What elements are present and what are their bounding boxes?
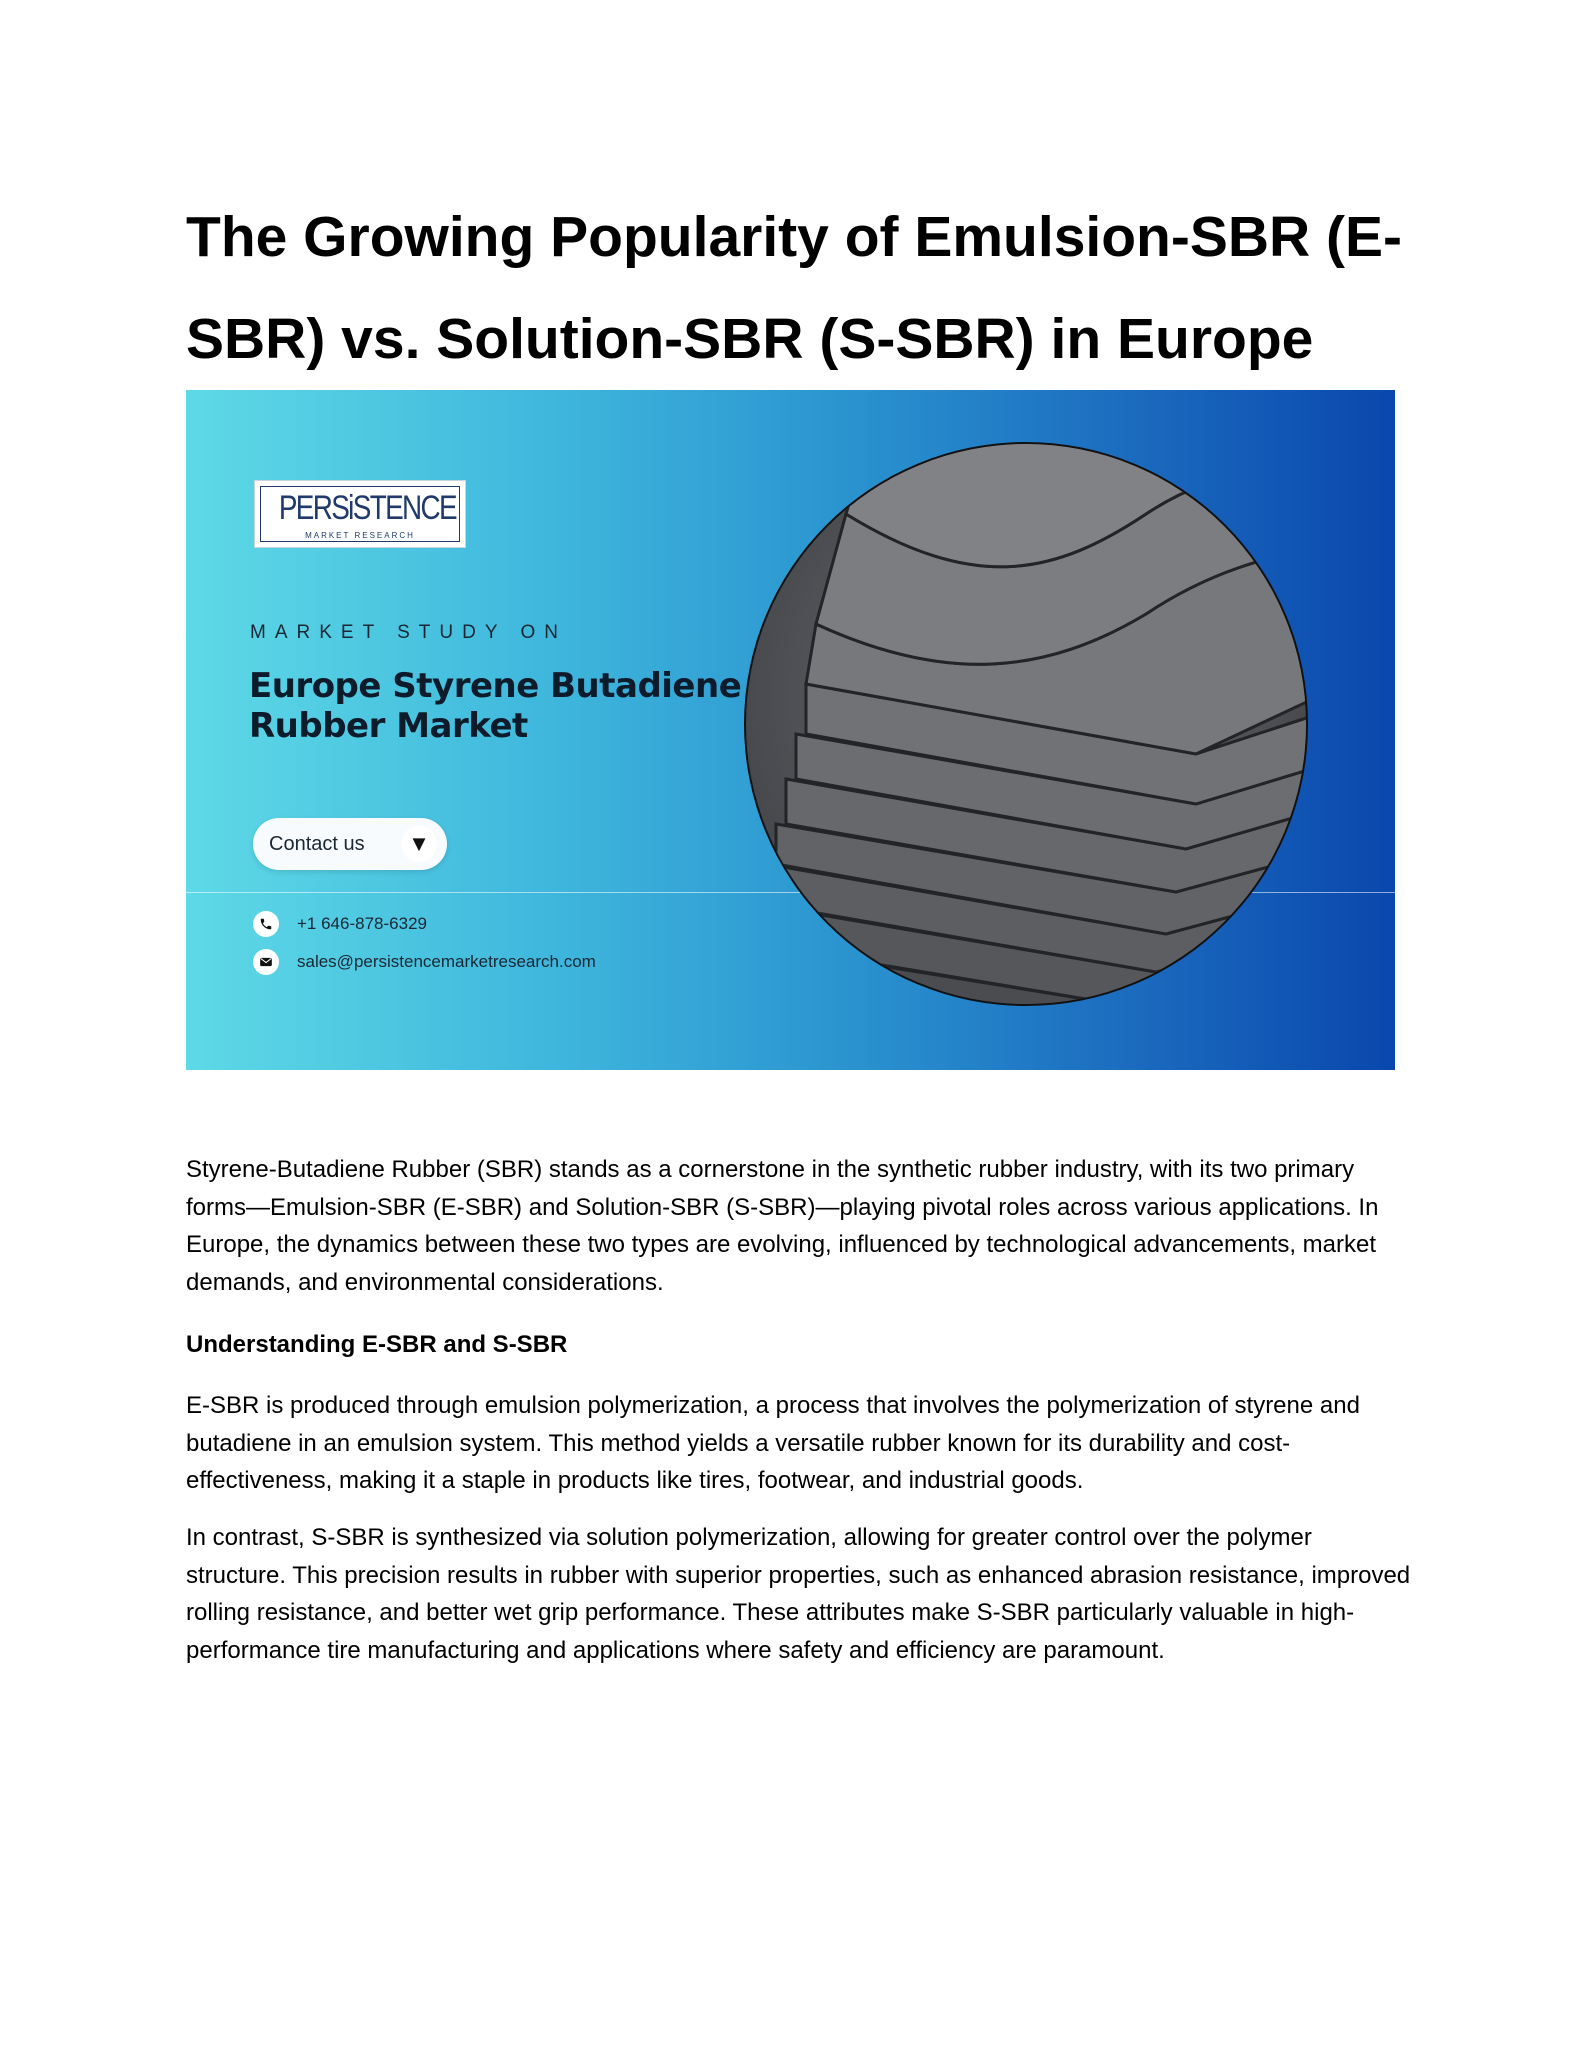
market-title: Europe Styrene Butadiene Rubber Market (249, 666, 742, 746)
contact-us-label: Contact us (269, 833, 365, 855)
section-heading: Understanding E-SBR and S-SBR (186, 1331, 568, 1358)
page-title: The Growing Popularity of Emulsion-SBR (E-SBR) vs. Solution-SBR (S-SBR) in Europe (186, 205, 1403, 371)
rubber-sheets-photo (726, 424, 1326, 1024)
logo-subtitle: MARKET RESEARCH (305, 531, 415, 540)
mail-icon (253, 949, 279, 975)
triangle-down-icon: ▼ (401, 826, 437, 862)
study-label: MARKET STUDY ON (250, 622, 567, 643)
esbr-paragraph: E-SBR is produced through emulsion polymerization, a process that involves the polymerization of styrene and butadiene in an emulsion system. This method yields a versatile rubber known for its durability and cost-effectiveness, making it a staple in products like tires, footwear, and industrial goods. (186, 1392, 1360, 1494)
market-study-banner (186, 390, 1395, 1070)
email-address[interactable]: sales@persistencemarketresearch.com (297, 952, 596, 971)
persistence-logo (254, 480, 466, 548)
ssbr-paragraph: In contrast, S-SBR is synthesized via solution polymerization, allowing for greater control over the polymer structure. This precision results in rubber with superior properties, such as enhanced abrasion resistance, improved rolling resistance, and better wet grip performance. These attributes make S-SBR particularly valuable in high-performance tire manufacturing and applications where safety and efficiency are paramount. (186, 1524, 1411, 1664)
contact-us-button[interactable] (253, 818, 447, 870)
logo-name: PERSiSTENCE (278, 489, 456, 527)
phone-number: +1 646-878-6329 (297, 914, 427, 933)
intro-paragraph: Styrene-Butadiene Rubber (SBR) stands as a cornerstone in the synthetic rubber industry, with its two primary forms—Emulsion-SBR (E-SBR) and Solution-SBR (S-SBR)—playing pivotal roles across various applications. In Europe, the dynamics between these two types are evolving, influenced by technological advancements, market demands, and environmental considerations. (186, 1156, 1379, 1296)
phone-icon (253, 911, 279, 937)
